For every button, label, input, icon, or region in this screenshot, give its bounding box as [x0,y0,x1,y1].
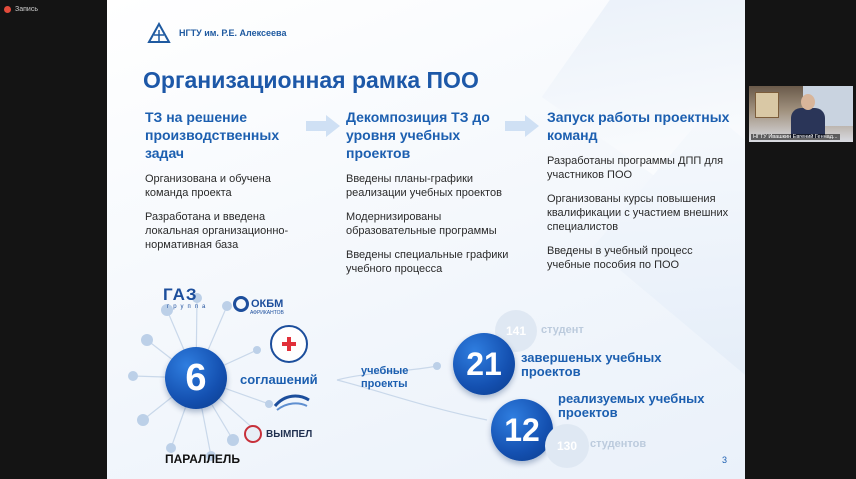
column-item: Организована и обучена команда проекта [145,173,271,199]
projects-label: учебные проекты [361,365,409,390]
completed-projects-badge: 21 [453,333,515,395]
column-item: Организованы курсы повышения квалификации с участием внешних специалистов [547,193,729,233]
column-launch [547,108,737,272]
column-heading: ТЗ на решение производственных задач [145,109,280,161]
completed-projects-label: завершеных учебных проектов [521,350,662,379]
ongoing-projects-badge: 12 [491,399,553,461]
partner-logo-parallel: ПАРАЛЛЕЛЬ [165,452,240,466]
completed-students-label: студент [541,324,584,336]
agreements-label: соглашений [240,372,318,387]
column-heading: Декомпозиция ТЗ до уровня учебных проектов [346,109,490,161]
slide-page-number: 3 [721,455,727,465]
partner-logo-medical [270,325,308,363]
university-emblem-icon [147,22,171,44]
partner-logo-vympel-text: ВЫМПЕЛ [266,428,313,440]
slide-title: Организационная рамка ПОО [143,67,479,93]
university-logo [147,22,286,44]
partner-logo-gaz-subtitle: группа [167,304,210,310]
red-cross-icon [282,337,296,351]
okbm-emblem-icon [233,296,249,312]
participant-video-tile[interactable] [749,86,853,142]
column-item: Разработаны программы ДПП для участников ПОО [547,155,724,181]
ongoing-students-badge: 130 [545,424,589,468]
column-item: Введены специальные графики учебного процесса [346,249,509,275]
agreements-count-badge: 6 [165,347,227,409]
column-tz [145,108,315,252]
arrow-right-icon [505,115,539,137]
column-item: Введены в учебный процесс учебные пособия по ПОО [547,245,693,271]
participant-name: НГТУ Ивашкин Евгений Геннад... [753,134,838,140]
record-icon [4,6,11,13]
completed-students-badge: 141 [495,310,537,352]
column-heading: Запуск работы проектных команд [547,109,730,143]
participant-head [801,94,815,110]
partner-logo-okbm-subtitle: АФРИКАНТОВ [250,310,284,316]
partner-logo-swoosh-icon [273,392,311,412]
recording-indicator [4,3,38,15]
column-item: Модернизированы образовательные программы [346,211,497,237]
ongoing-students-label: студентов [590,438,647,450]
column-item: Введены планы-графики реализации учебных проектов [346,173,502,199]
partner-logo-okbm-text: ОКБМ [251,298,284,310]
university-name: НГТУ им. Р.Е. Алексеева [179,28,287,38]
ongoing-projects-label: реализуемых учебных проектов [558,391,705,420]
column-item: Разработана и введена локальная организационно-нормативная база [145,211,289,251]
shared-presentation-slide [107,0,745,479]
video-background-window [755,92,779,118]
partner-logo-vympel [244,425,312,443]
column-decomposition [346,108,516,276]
vympel-emblem-icon [244,425,262,443]
recording-label: Запись [15,5,38,13]
arrow-right-icon [306,115,340,137]
partner-logo-gaz: ГАЗ [163,285,198,304]
